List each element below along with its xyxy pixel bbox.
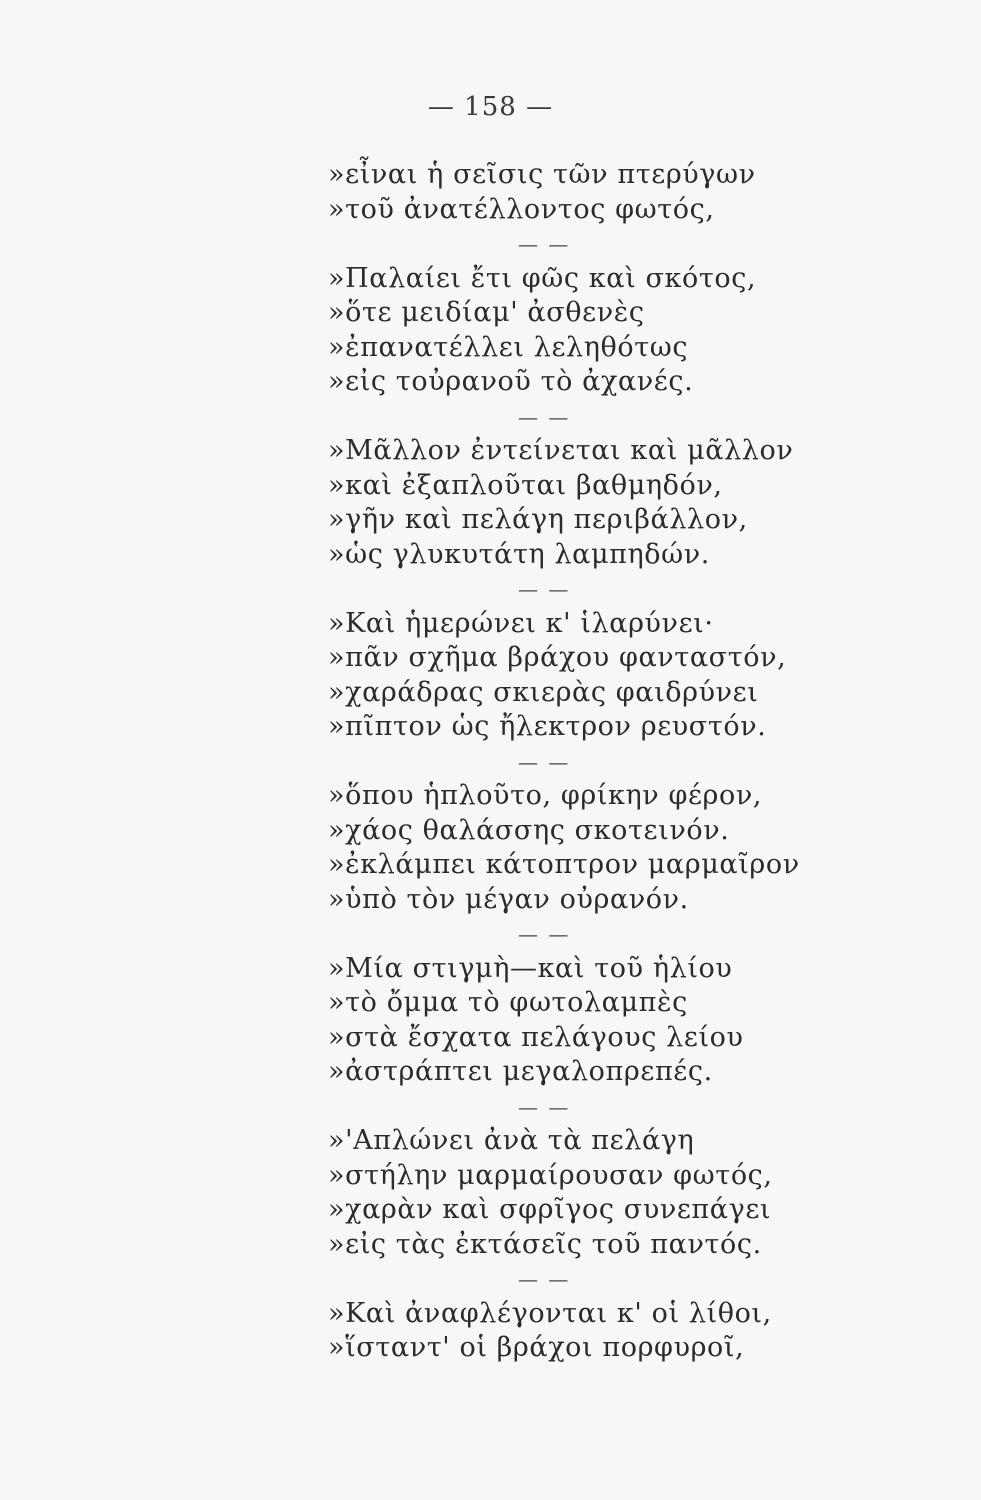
poem-line: »Μᾶλλον ἐντείνεται καὶ μᾶλλον	[328, 435, 794, 466]
poem-line: »ἀστράπτει μεγαλοπρεπές.	[328, 1056, 713, 1087]
poem-line: »τὸ ὄμμα τὸ φωτολαμπὲς	[328, 987, 688, 1018]
stanza-divider: — —	[518, 232, 571, 256]
poem-line: »Καὶ ἡμερώνει κ' ἱλαρύνει·	[328, 607, 714, 639]
stanza-6	[328, 952, 948, 1090]
stanza-5	[328, 779, 948, 917]
stanza-4	[328, 607, 948, 745]
poem-line: »ἐπανατέλλει λεληθότως	[328, 331, 689, 363]
stanza-divider: — —	[518, 577, 571, 601]
stanza-divider: — —	[518, 749, 571, 774]
poem-line: »ἐκλάμπει κάτοπτρον μαρμαῖρον	[328, 849, 800, 880]
stanza-divider: — —	[518, 1267, 571, 1291]
poem-line: »εἰς τοὐρανοῦ τὸ ἀχανές.	[328, 366, 694, 397]
stanza-7	[328, 1124, 948, 1262]
stanza-divider: — —	[518, 1094, 571, 1119]
poem-line: »πῖπτον ὡς ἤλεκτρον ρευστόν.	[328, 711, 767, 742]
poem-line: »γῆν καὶ πελάγη περιβάλλον,	[328, 504, 748, 535]
poem-line: »τοῦ ἀνατέλλοντος φωτός,	[328, 193, 715, 225]
stanza-divider: — —	[518, 404, 571, 429]
poem-line: »ὅτε μειδίαμ' ἀσθενὲς	[328, 297, 645, 328]
poem-line: »ὡς γλυκυτάτη λαμπηδών.	[328, 538, 710, 570]
stanza-divider: — —	[518, 922, 571, 946]
poem-line: »ὑπὸ τὸν μέγαν οὐρανόν.	[328, 883, 689, 915]
page-number: — 158 —	[427, 92, 554, 122]
poem-line: »καὶ ἐξαπλοῦται βαθμηδόν,	[328, 469, 723, 501]
poem-line: »ὅπου ἡπλοῦτο, φρίκην φέρον,	[328, 780, 763, 811]
poem-line: »στὰ ἔσχατα πελάγους λείου	[328, 1021, 744, 1053]
poem-line: »χάος θαλάσσης σκοτεινόν.	[328, 814, 730, 846]
stanza-3	[328, 434, 948, 572]
poem-line: »εἰς τὰς ἐκτάσεῖς τοῦ παντός.	[328, 1228, 762, 1260]
poem-line: »στήλην μαρμαίρουσαν φωτός,	[328, 1159, 773, 1191]
poem-line: »Καὶ ἀναφλέγονται κ' οἱ λίθοι,	[328, 1297, 772, 1329]
poem-line: »χαρὰν καὶ σφρῖγος συνεπάγει	[328, 1194, 772, 1225]
poem-line: »Μία στιγμὴ—καὶ τοῦ ἡλίου	[328, 952, 733, 984]
poem-line: »Παλαίει ἔτι φῶς καὶ σκότος,	[328, 262, 757, 294]
poem-line: »'Απλώνει ἀνὰ τὰ πελάγη	[328, 1125, 695, 1156]
poem-line: »πᾶν σχῆμα βράχου φανταστόν,	[328, 642, 787, 673]
poem-line: »χαράδρας σκιερὰς φαιδρύνει	[328, 676, 759, 708]
poem-text	[328, 158, 948, 1366]
stanza-8	[328, 1297, 948, 1366]
stanza-2	[328, 262, 948, 400]
stanza-1	[328, 158, 948, 227]
poem-line: »ἵσταντ' οἱ βράχοι πορφυροῖ,	[328, 1332, 745, 1363]
poem-line: »εἶναι ἡ σεῖσις τῶν πτερύγων	[328, 159, 756, 190]
